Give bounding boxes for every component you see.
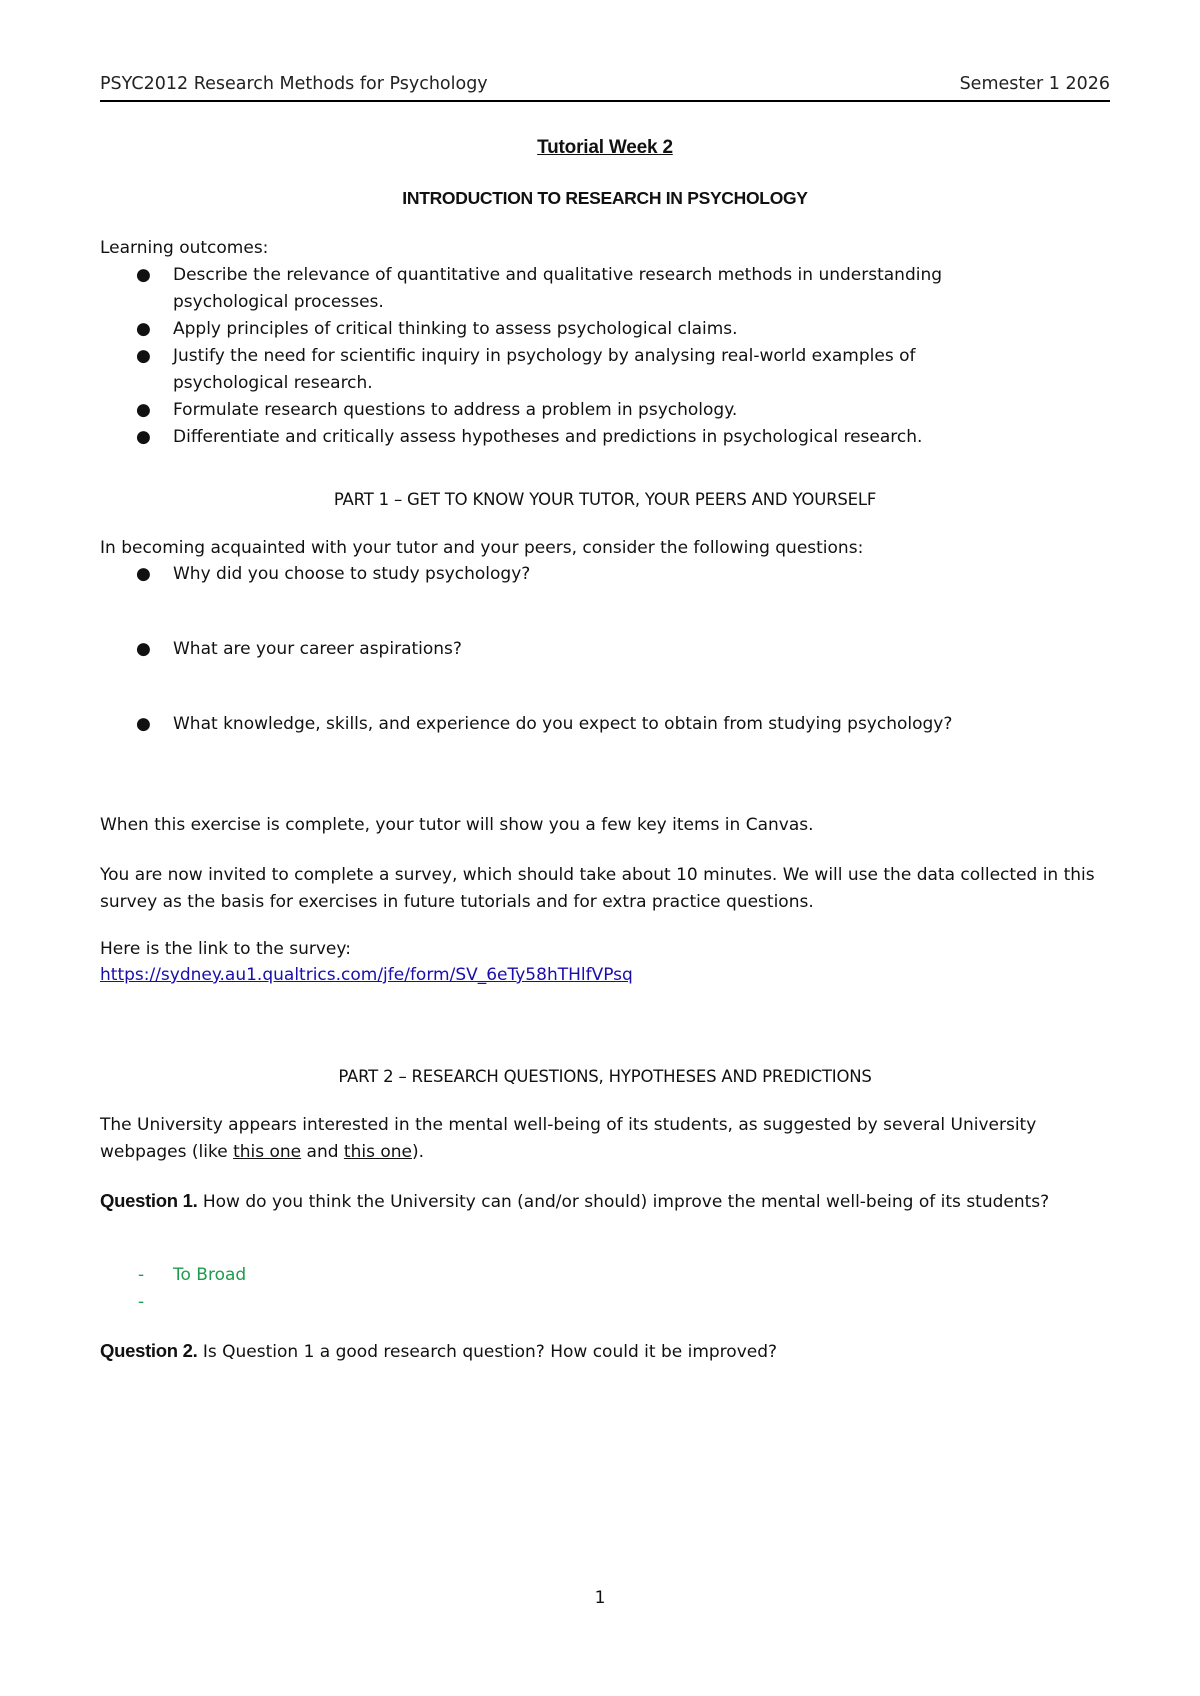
part1-questions: [100, 561, 1110, 588]
list-item: ● What knowledge, skills, and experience do you expect to obtain from studying psychology?: [100, 711, 1110, 738]
learning-outcomes-label: Learning outcomes:: [100, 238, 269, 258]
part1-intro: In becoming acquainted with your tutor and your peers, consider the following questions:: [100, 538, 864, 558]
bullet-icon: ●: [136, 714, 151, 734]
list-item: [100, 1289, 1110, 1316]
course-title: PSYC2012 Research Methods for Psychology: [100, 74, 488, 94]
survey-link[interactable]: https://sydney.au1.qualtrics.com/jfe/form/SV_6eTy58hTHlfVPsq: [100, 965, 633, 985]
question-1-label: Question 1.: [100, 1190, 198, 1211]
bullet-icon: ●: [136, 564, 151, 584]
page-header: [100, 72, 1110, 102]
webpage-link-1[interactable]: this one: [233, 1142, 302, 1162]
part1-questions: [100, 711, 1110, 738]
list-item: ● Formulate research questions to address a problem in psychology.: [100, 397, 1000, 424]
list-item: ● Differentiate and critically assess hypotheses and predictions in psychological research.: [100, 424, 1000, 451]
dash-marker: -: [138, 1265, 145, 1285]
part2-intro: The University appears interested in the mental well-being of its students, as suggested by several University webpages (like this one and this one).: [100, 1115, 1037, 1162]
part1-heading: PART 1 – GET TO KNOW YOUR TUTOR, YOUR PEERS AND YOURSELF: [333, 490, 877, 509]
part1-questions: [100, 636, 1110, 663]
list-item: ● Why did you choose to study psychology?: [100, 561, 1110, 588]
bullet-icon: ●: [136, 319, 151, 339]
bullet-icon: ●: [136, 346, 151, 366]
bullet-icon: ●: [136, 400, 151, 420]
survey-note: You are now invited to complete a survey, which should take about 10 minutes. We will use the data collected in this survey as the basis for exercises in future tutorials and for extra practice questions.: [100, 865, 1095, 912]
survey-link-label: Here is the link to the survey:: [100, 939, 351, 959]
question-1: [100, 1187, 1110, 1216]
bullet-icon: ●: [136, 265, 151, 285]
question-2: [100, 1337, 1110, 1366]
question-2-text: Is Question 1 a good research question? How could it be improved?: [197, 1342, 778, 1362]
learning-outcomes-list: [100, 262, 1000, 451]
list-item: ● What are your career aspirations?: [100, 636, 1110, 663]
page-subtitle: INTRODUCTION TO RESEARCH IN PSYCHOLOGY: [402, 188, 808, 208]
question-1-text: How do you think the University can (and/or should) improve the mental well-being of its students?: [197, 1192, 1050, 1212]
canvas-note: When this exercise is complete, your tutor will show you a few key items in Canvas.: [100, 815, 814, 835]
semester-label: Semester 1 2026: [959, 74, 1110, 94]
dash-marker: -: [138, 1292, 145, 1312]
list-item: [100, 1262, 1110, 1289]
bullet-icon: ●: [136, 427, 151, 447]
list-item: ● Describe the relevance of quantitative and qualitative research methods in understanding psychological processes.: [100, 262, 1000, 316]
bullet-icon: ●: [136, 639, 151, 659]
webpage-link-2[interactable]: this one: [343, 1142, 412, 1162]
question-2-label: Question 2.: [100, 1340, 198, 1361]
answer-text: To Broad: [173, 1265, 247, 1285]
list-item: ● Apply principles of critical thinking to assess psychological claims.: [100, 316, 1000, 343]
answer-list: [100, 1262, 1110, 1316]
part2-heading: PART 2 – RESEARCH QUESTIONS, HYPOTHESES AND PREDICTIONS: [338, 1067, 872, 1086]
list-item: ● Justify the need for scientific inquiry in psychology by analysing real-world examples of psychological research.: [100, 343, 1000, 397]
page-title: Tutorial Week 2: [537, 137, 673, 158]
page-number: 1: [594, 1588, 606, 1608]
learning-outcomes: [100, 235, 1110, 451]
